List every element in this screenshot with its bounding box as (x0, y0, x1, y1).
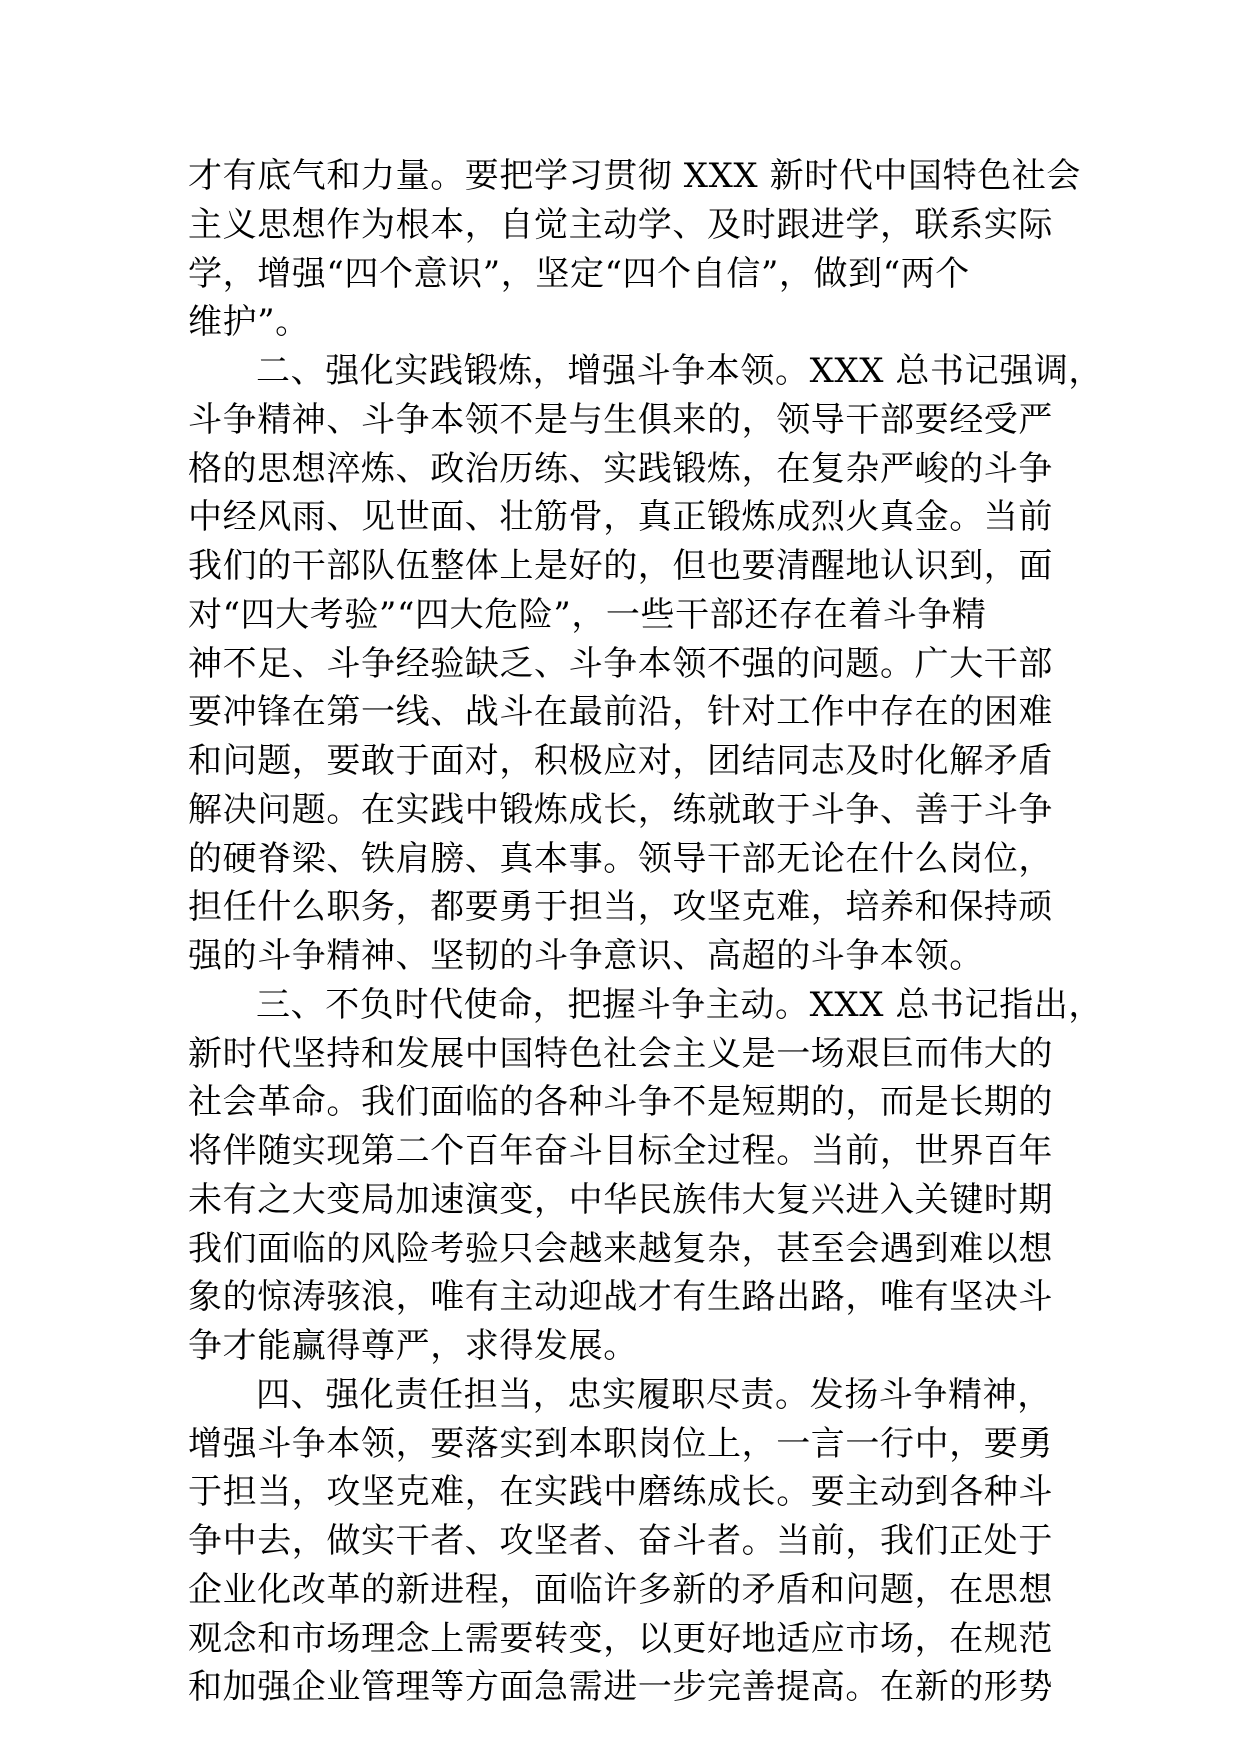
text-line: 强的斗争精神、坚韧的斗争意识、高超的斗争本领。 (188, 936, 984, 976)
text-line: 我们的干部队伍整体上是好的，但也要清醒地认识到，面 (188, 546, 1053, 586)
text-line: 未有之大变局加速演变，中华民族伟大复兴进入关键时期 (188, 1179, 1053, 1220)
text-line: 对“四大考验”“四大危险”，一些干部还存在着斗争精 (188, 594, 987, 635)
text-line: 象的惊涛骇浪，唯有主动迎战才有生路出路，唯有坚决斗 (188, 1277, 1053, 1318)
text-line: 争中去，做实干者、攻坚者、奋斗者。当前，我们正处于 (188, 1521, 1053, 1561)
text-line: 的硬脊梁、铁肩膀、真本事。领导干部无论在什么岗位， (188, 838, 1053, 879)
text-line: 争才能赢得尊严，求得发展。 (188, 1326, 638, 1366)
text-line: 斗争精神、斗争本领不是与生俱来的，领导干部要经受严 (188, 399, 1053, 440)
text-line: 企业化改革的新进程，面临许多新的矛盾和问题，在思想 (188, 1569, 1053, 1610)
section-three-heading-line: 三、不负时代使命，把握斗争主动。XXX 总书记指出， (256, 984, 1104, 1025)
text-line: 社会革命。我们面临的各种斗争不是短期的，而是长期的 (188, 1082, 1053, 1123)
text-line: 中经风雨、见世面、壮筋骨，真正锻炼成烈火真金。当前 (188, 497, 1053, 538)
section-two-heading-line: 二、强化实践锻炼，增强斗争本领。XXX 总书记强调， (256, 351, 1104, 391)
text-line: 增强斗争本领，要落实到本职岗位上，一言一行中，要勇 (188, 1423, 1053, 1464)
text-line: 于担当，攻坚克难，在实践中磨练成长。要主动到各种斗 (188, 1472, 1053, 1513)
section-four-heading-line: 四、强化责任担当，忠实履职尽责。发扬斗争精神， (256, 1374, 1052, 1415)
text-line: 将伴随实现第二个百年奋斗目标全过程。当前，世界百年 (188, 1131, 1053, 1171)
text-line: 担任什么职务，都要勇于担当，攻坚克难，培养和保持顽 (188, 887, 1053, 928)
text-line: 维护”。 (188, 302, 310, 343)
text-line: 才有底气和力量。要把学习贯彻 XXX 新时代中国特色社会 (188, 156, 1082, 196)
text-line: 和问题，要敢于面对，积极应对，团结同志及时化解矛盾 (188, 741, 1053, 781)
text-line: 格的思想淬炼、政治历练、实践锻炼，在复杂严峻的斗争 (188, 448, 1053, 489)
text-line: 我们面临的风险考验只会越来越复杂，甚至会遇到难以想 (188, 1228, 1053, 1269)
text-line: 神不足、斗争经验缺乏、斗争本领不强的问题。广大干部 (188, 643, 1053, 684)
text-line: 新时代坚持和发展中国特色社会主义是一场艰巨而伟大的 (188, 1033, 1053, 1074)
text-line: 和加强企业管理等方面急需进一步完善提高。在新的形势 (188, 1667, 1053, 1708)
text-line: 要冲锋在第一线、战斗在最前沿，针对工作中存在的困难 (188, 692, 1053, 733)
document-body (188, 152, 1104, 1712)
text-line: 学，增强“四个意识”，坚定“四个自信”，做到“两个 (188, 253, 970, 294)
text-line: 主义思想作为根本，自觉主动学、及时跟进学，联系实际 (188, 204, 1053, 245)
text-line: 解决问题。在实践中锻炼成长，练就敢于斗争、善于斗争 (188, 789, 1053, 830)
text-line: 观念和市场理念上需要转变，以更好地适应市场，在规范 (188, 1618, 1053, 1659)
